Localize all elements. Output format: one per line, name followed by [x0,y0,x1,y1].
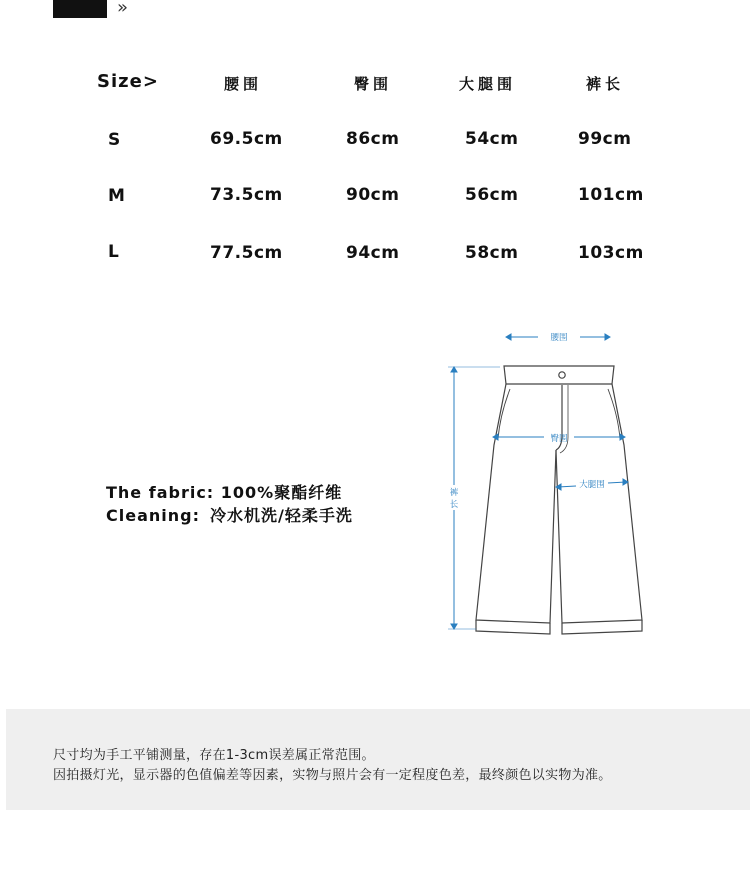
column-header-waist: 腰围 [224,75,263,93]
table-cell: 58cm [465,243,519,263]
fabric-info [106,481,353,527]
size-header-label: Size> [97,71,159,92]
button-icon [559,372,565,378]
column-header-hip: 臀围 [354,75,393,93]
table-cell: 103cm [578,243,644,263]
column-header-thigh: 大腿围 [459,75,517,93]
table-cell: 73.5cm [210,185,283,205]
table-cell: 99cm [578,129,632,149]
row-size-label: L [108,242,119,262]
fabric-label: The fabric: [106,483,215,502]
header-bar [53,0,107,18]
measurement-note [6,709,750,810]
table-cell: 77.5cm [210,243,283,263]
table-cell: 86cm [346,129,400,149]
cleaning-line [106,504,353,527]
note-line: 因拍摄灯光，显示器的色值偏差等因素，实物与照片会有一定程度色差，最终颜色以实物为准。 [53,768,612,783]
table-cell: 94cm [346,243,400,263]
left-leg-outline [476,384,556,623]
pants-measurement-diagram [440,325,650,640]
table-cell: 90cm [346,185,400,205]
table-cell: 69.5cm [210,129,283,149]
cleaning-label: Cleaning: [106,506,200,525]
row-size-label: M [108,186,125,206]
right-leg-outline [556,384,642,623]
waist-label: 腰围 [550,333,568,343]
size-chart-table [0,60,750,280]
cleaning-value: 冷水机洗/轻柔手洗 [210,506,353,525]
table-cell: 101cm [578,185,644,205]
fabric-line [106,481,353,504]
note-line: 尺寸均为手工平铺测量，存在1-3cm误差属正常范围。 [53,748,375,763]
row-size-label: S [108,130,121,150]
length-label-1: 裤 [449,488,459,498]
column-header-length: 裤长 [586,75,625,93]
double-chevron-right-icon: » [117,0,129,18]
table-cell: 56cm [465,185,519,205]
fabric-value: 100%聚酯纤维 [220,483,343,502]
hip-label: 臀围 [550,434,568,444]
table-cell: 54cm [465,129,519,149]
length-label-2: 长 [449,500,459,510]
thigh-label: 大腿围 [579,480,605,490]
